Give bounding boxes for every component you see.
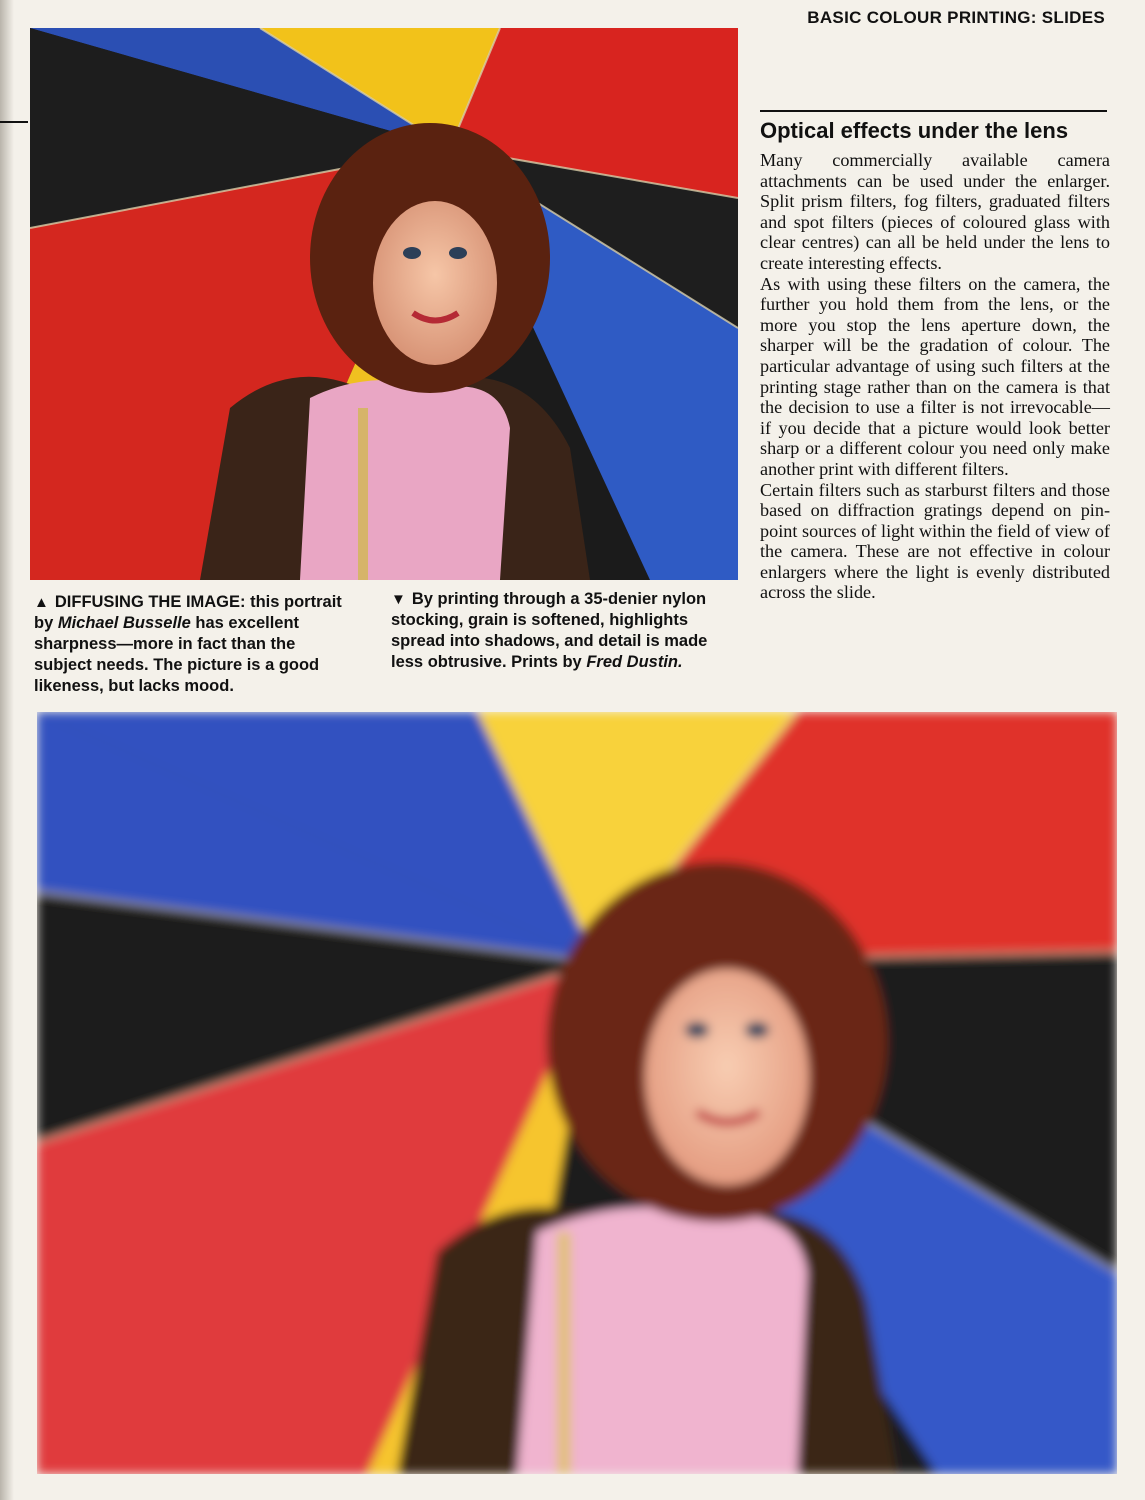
- face: [645, 969, 809, 1185]
- margin-rule: [0, 121, 28, 123]
- caption-lead: By printing through a 35-denier nylon stocking, grain is softened, highlights spread into shadows, and detail is made less obtrusive. Prints by: [391, 590, 708, 671]
- caption-lead: DIFFUSING THE IMAGE: this portrait by: [34, 593, 342, 632]
- article-paragraph: As with using these filters on the camera, the further you hold them from the lens, or the more you stop the lens aperture down, the sharper will be the gradation of colour. The particular advantage of using such filters at the printing stage rather than on the camera is that the decision to use a filter is not irrevocable— if you decide that a picture would look better sharp or a different colour you need only make another print with different filters.: [760, 273, 1110, 479]
- binding-shadow: [0, 0, 14, 1500]
- portrait-photo-diffused: [37, 712, 1117, 1474]
- triangle-down-icon: ▼: [391, 591, 406, 608]
- umbrella-shaft: [557, 1232, 571, 1474]
- running-head: BASIC COLOUR PRINTING: SLIDES: [807, 8, 1105, 27]
- title-rule: [760, 110, 1107, 112]
- umbrella-shaft: [358, 408, 368, 580]
- caption-diffusing-the-image: [34, 592, 354, 697]
- portrait-photo-sharp: [30, 28, 738, 580]
- photographer-credit: Michael Busselle: [57, 614, 191, 632]
- pink-shirt: [300, 380, 510, 580]
- caption-nylon-stocking: [391, 589, 736, 673]
- article-paragraph: Many commercially available camera attachments can be used under the enlarger. Split prism filters, fog filters, graduated filters and spot filters (pieces of coloured glass with clear centres) can all be held under the lens to create interesting effects.: [760, 150, 1110, 273]
- printer-credit: Fred Dustin.: [586, 653, 683, 671]
- triangle-up-icon: ▲: [34, 594, 49, 611]
- face: [373, 201, 497, 365]
- article-paragraph: Certain filters such as starburst filters and those based on diffraction gratings depend on pin-point sources of light within the field of view of the camera. These are not effective in colour enlargers where the light is evenly distributed across the slide.: [760, 479, 1110, 603]
- article-title: Optical effects under the lens: [760, 118, 1069, 143]
- article-body: [760, 150, 1110, 603]
- caption-tail: has excellent sharpness—more in fact than the subject needs. The picture is a good likeness, but lacks mood.: [34, 614, 320, 695]
